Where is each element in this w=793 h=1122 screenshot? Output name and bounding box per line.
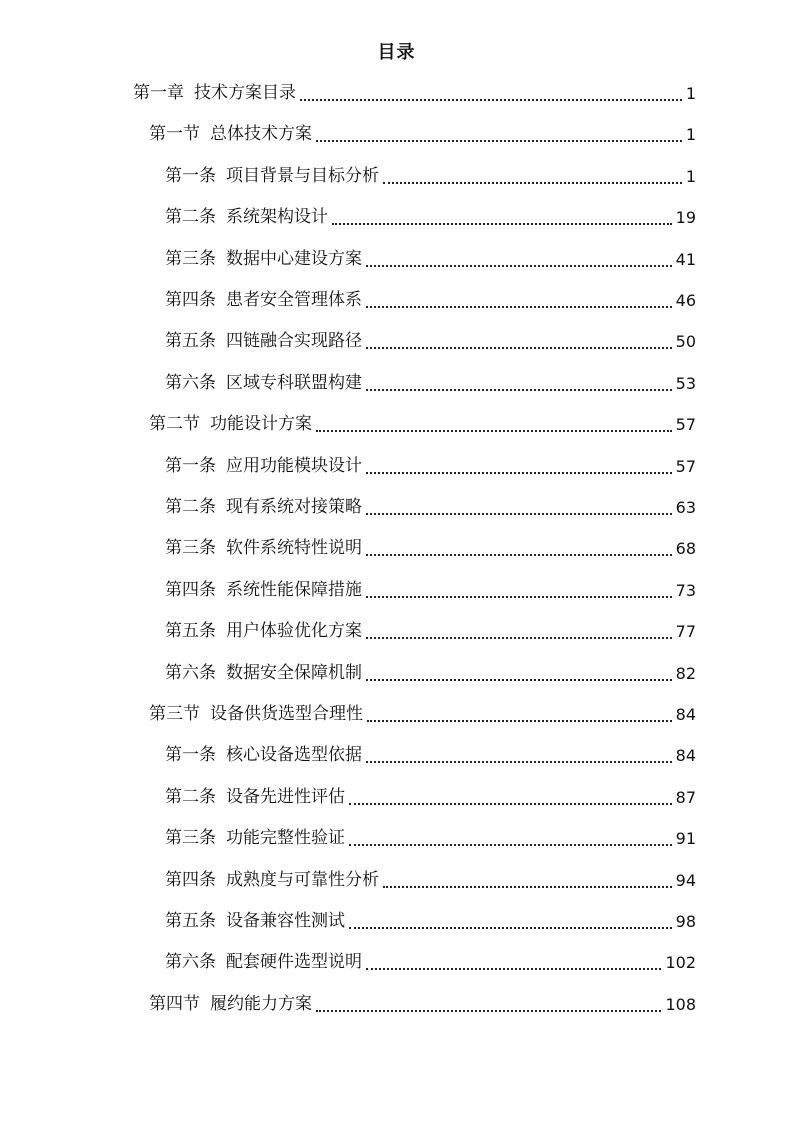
toc-page-number: 77 [675, 621, 696, 641]
toc-entry-title: 配套硬件选型说明 [226, 952, 362, 972]
toc-entry[interactable] [165, 611, 696, 652]
toc-dot-leader [367, 720, 672, 722]
toc-entry-title: 系统架构设计 [226, 207, 328, 227]
toc-page-number: 1 [685, 83, 696, 103]
toc-entry-title: 设备供货选型合理性 [210, 704, 363, 724]
toc-dot-leader [366, 968, 661, 970]
toc-entry-title: 四链融合实现路径 [226, 331, 362, 351]
toc-page-number: 102 [665, 952, 696, 972]
toc-dot-leader [366, 347, 672, 349]
toc-dot-leader [349, 844, 672, 846]
toc-entry[interactable] [165, 653, 696, 694]
toc-entry-number: 第三条 [165, 538, 216, 558]
toc-dot-leader [366, 637, 672, 639]
toc-page-number: 91 [675, 828, 696, 848]
toc-entry-number: 第四条 [165, 290, 216, 310]
toc-entry[interactable] [133, 73, 696, 114]
toc-entry-number: 第一条 [165, 166, 216, 186]
toc-entry-title: 区域专科联盟构建 [226, 373, 362, 393]
toc-page-number: 73 [675, 580, 696, 600]
toc-dot-leader [316, 140, 682, 142]
toc-entry-number: 第一章 [133, 83, 184, 103]
toc-entry-title: 总体技术方案 [210, 124, 312, 144]
toc-entry[interactable] [165, 280, 696, 321]
toc-entry[interactable] [165, 570, 696, 611]
toc-entry-title: 设备先进性评估 [226, 787, 345, 807]
toc-page-number: 1 [685, 166, 696, 186]
toc-dot-leader [316, 1010, 661, 1012]
toc-entry[interactable] [165, 156, 696, 197]
toc-page-number: 57 [675, 414, 696, 434]
toc-entry-title: 系统性能保障措施 [226, 580, 362, 600]
toc-entry-title: 数据中心建设方案 [226, 249, 362, 269]
toc-entry[interactable] [165, 239, 696, 280]
toc-dot-leader [366, 679, 672, 681]
toc-entry-title: 软件系统特性说明 [226, 538, 362, 558]
toc-entry-number: 第二节 [149, 414, 200, 434]
toc-page-number: 94 [675, 870, 696, 890]
toc-entry-title: 设备兼容性测试 [226, 911, 345, 931]
toc-dot-leader [366, 596, 672, 598]
toc-entry-title: 履约能力方案 [210, 994, 312, 1014]
toc-entry-number: 第五条 [165, 911, 216, 931]
toc-entry-number: 第四条 [165, 580, 216, 600]
toc-entry-title: 技术方案目录 [194, 83, 296, 103]
toc-page-number: 63 [675, 497, 696, 517]
toc-entry-title: 成熟度与可靠性分析 [226, 870, 379, 890]
toc-page-number: 108 [665, 994, 696, 1014]
toc-entry-title: 功能完整性验证 [226, 828, 345, 848]
toc-entry-number: 第三条 [165, 249, 216, 269]
toc-entry-title: 现有系统对接策略 [226, 497, 362, 517]
toc-entry[interactable] [165, 777, 696, 818]
toc-page-number: 19 [675, 207, 696, 227]
toc-entry[interactable] [165, 735, 696, 776]
toc-entry-number: 第四节 [149, 994, 200, 1014]
toc-entry-title: 用户体验优化方案 [226, 621, 362, 641]
toc-entry-number: 第五条 [165, 331, 216, 351]
toc-entry-number: 第四条 [165, 870, 216, 890]
toc-entry[interactable] [149, 694, 696, 735]
toc-dot-leader [366, 265, 672, 267]
toc-page-number: 50 [675, 331, 696, 351]
toc-entry-number: 第三条 [165, 828, 216, 848]
toc-entry[interactable] [165, 321, 696, 362]
toc-entry[interactable] [165, 487, 696, 528]
toc-dot-leader [383, 182, 682, 184]
toc-page-number: 53 [675, 373, 696, 393]
toc-page-number: 84 [675, 745, 696, 765]
toc-entry-number: 第一节 [149, 124, 200, 144]
toc-entry[interactable] [149, 984, 696, 1025]
toc-dot-leader [383, 886, 672, 888]
toc-entry[interactable] [149, 404, 696, 445]
toc-entry[interactable] [149, 114, 696, 155]
toc-entry[interactable] [165, 901, 696, 942]
toc-entry-title: 核心设备选型依据 [226, 745, 362, 765]
toc-dot-leader [366, 761, 672, 763]
toc-dot-leader [300, 99, 682, 101]
toc-page-number: 87 [675, 787, 696, 807]
toc-entry-number: 第二条 [165, 207, 216, 227]
toc-entry-number: 第六条 [165, 663, 216, 683]
toc-entry[interactable] [165, 860, 696, 901]
toc-entry-title: 数据安全保障机制 [226, 663, 362, 683]
toc-entry-title: 功能设计方案 [210, 414, 312, 434]
toc-page-number: 41 [675, 249, 696, 269]
toc-entry-number: 第三节 [149, 704, 200, 724]
toc-entry-title: 应用功能模块设计 [226, 456, 362, 476]
toc-entry-title: 患者安全管理体系 [226, 290, 362, 310]
toc-dot-leader [366, 389, 672, 391]
toc-entry[interactable] [165, 197, 696, 238]
toc-entry[interactable] [165, 528, 696, 569]
toc-entry-number: 第一条 [165, 745, 216, 765]
toc-dot-leader [316, 430, 672, 432]
toc-page-number: 82 [675, 663, 696, 683]
toc-title: 目录 [377, 42, 416, 63]
toc-dot-leader [366, 472, 672, 474]
toc-entry[interactable] [165, 818, 696, 859]
toc-page-number: 98 [675, 911, 696, 931]
toc-entry-number: 第五条 [165, 621, 216, 641]
toc-entry-number: 第二条 [165, 787, 216, 807]
toc-page-number: 57 [675, 456, 696, 476]
toc-dot-leader [332, 223, 672, 225]
toc-entry[interactable] [165, 363, 696, 404]
toc-page-number: 46 [675, 290, 696, 310]
toc-dot-leader [366, 513, 672, 515]
toc-entry[interactable] [165, 446, 696, 487]
toc-entry[interactable] [165, 942, 696, 983]
toc-entry-number: 第二条 [165, 497, 216, 517]
toc-dot-leader [366, 306, 672, 308]
toc-page-number: 1 [685, 124, 696, 144]
toc-dot-leader [366, 554, 672, 556]
toc-page-number: 68 [675, 538, 696, 558]
toc-page-number: 84 [675, 704, 696, 724]
toc-entry-number: 第六条 [165, 952, 216, 972]
toc-entry-title: 项目背景与目标分析 [226, 166, 379, 186]
toc-dot-leader [349, 803, 672, 805]
toc-dot-leader [349, 927, 672, 929]
toc-entry-number: 第一条 [165, 456, 216, 476]
toc-entry-number: 第六条 [165, 373, 216, 393]
